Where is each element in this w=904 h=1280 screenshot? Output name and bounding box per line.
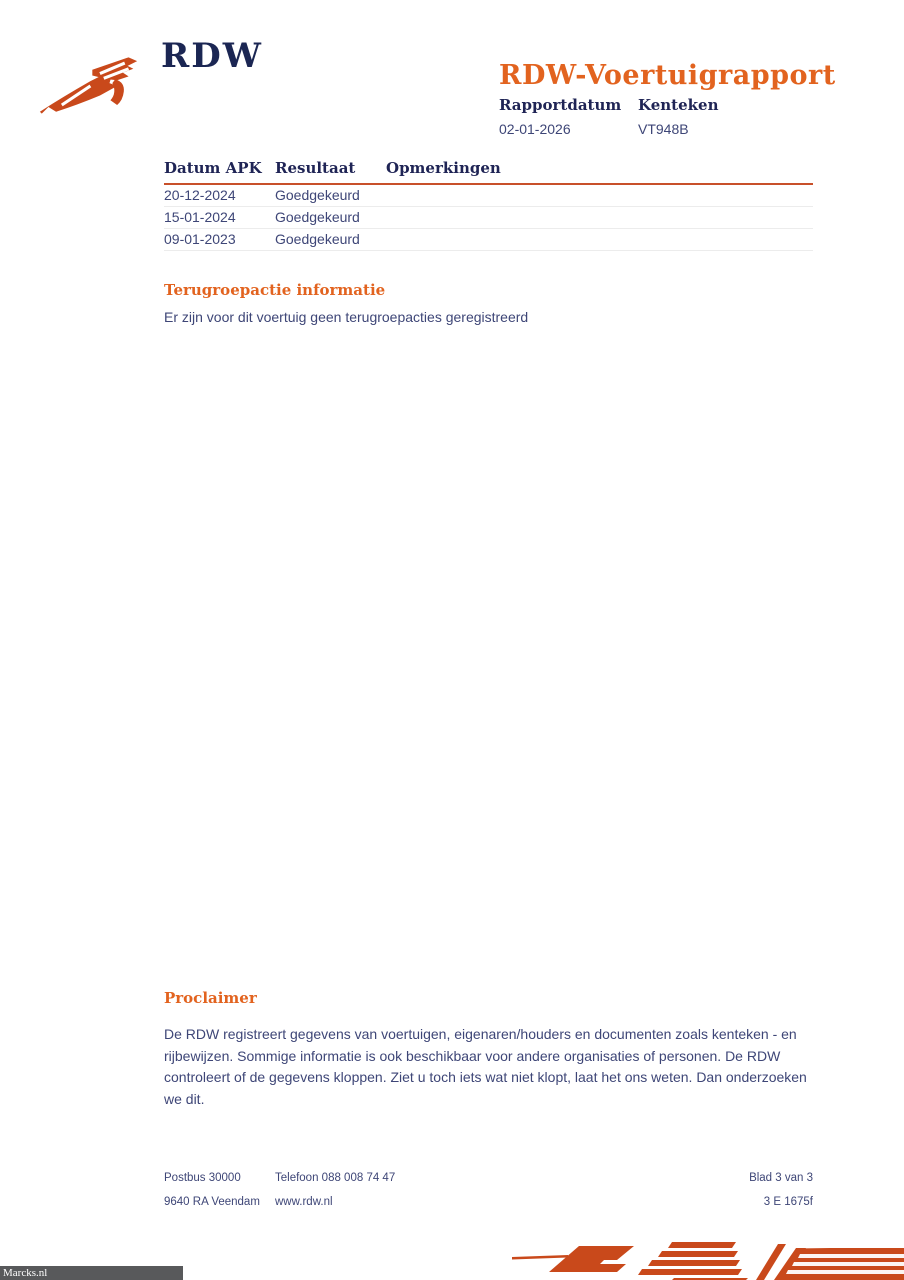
cell-datum: 20-12-2024: [164, 187, 236, 203]
recall-section-body: Er zijn voor dit voertuig geen terugroepacties geregistreerd: [164, 309, 529, 325]
rdw-stripes-graphic-icon: [504, 1236, 904, 1280]
proclaimer-section-body: De RDW registreert gegevens van voertuigen, eigenaren/houders en documenten zoals kenteken - en rijbewijzen. Sommige informatie is ook beschikbaar voor andere organisaties of personen. De RDW controleert of de gegevens kloppen. Ziet u toch iets wat niet klopt, laat het ons weten. Dan onderzoeken we dit.: [164, 1026, 807, 1107]
report-date-value: 02-01-2026: [499, 121, 571, 137]
cell-datum: 15-01-2024: [164, 209, 236, 225]
license-plate-field: [638, 96, 718, 137]
footer-row-1: [164, 1172, 813, 1184]
document-footer: [164, 1172, 813, 1220]
cell-opmerkingen: [386, 207, 813, 228]
column-header-datum-apk: Datum APK: [164, 159, 262, 177]
table-row: [164, 229, 813, 251]
table-row: [164, 185, 813, 207]
cell-resultaat: Goedgekeurd: [275, 209, 360, 225]
rdw-wing-icon: [37, 50, 161, 120]
proclaimer-section: [164, 989, 814, 1110]
column-header-opmerkingen: Opmerkingen: [386, 159, 501, 177]
cell-opmerkingen: [386, 185, 813, 206]
footer-website-link[interactable]: www.rdw.nl: [275, 1196, 333, 1208]
status-bar-link-text: Marcks.nl: [3, 1267, 48, 1279]
column-header-resultaat: Resultaat: [275, 159, 356, 177]
footer-city: 9640 RA Veendam: [164, 1196, 260, 1208]
footer-page-indicator: Blad 3 van 3: [749, 1172, 813, 1184]
table-row: [164, 207, 813, 229]
footer-doc-code: 3 E 1675f: [763, 1196, 813, 1208]
report-date-label: Rapportdatum: [499, 96, 622, 114]
footer-postbus: Postbus 30000: [164, 1172, 241, 1184]
proclaimer-section-heading: Proclaimer: [164, 989, 257, 1007]
cell-datum: 09-01-2023: [164, 231, 236, 247]
footer-row-2: [164, 1196, 813, 1208]
report-date-field: [499, 96, 621, 137]
cell-resultaat: Goedgekeurd: [275, 187, 360, 203]
recall-section: [164, 281, 814, 328]
table-header-row: [164, 159, 813, 185]
page-title: RDW-Voertuigrapport: [499, 60, 836, 92]
license-plate-label: Kenteken: [638, 96, 719, 114]
footer-phone: Telefoon 088 008 74 47: [275, 1172, 396, 1184]
recall-section-heading: Terugroepactie informatie: [164, 281, 386, 299]
apk-history-table: [164, 159, 813, 251]
license-plate-value: VT948B: [638, 121, 689, 137]
cell-resultaat: Goedgekeurd: [275, 231, 360, 247]
rdw-wordmark: RDW: [161, 36, 263, 76]
cell-opmerkingen: [386, 229, 813, 250]
status-bar: [0, 1266, 183, 1280]
